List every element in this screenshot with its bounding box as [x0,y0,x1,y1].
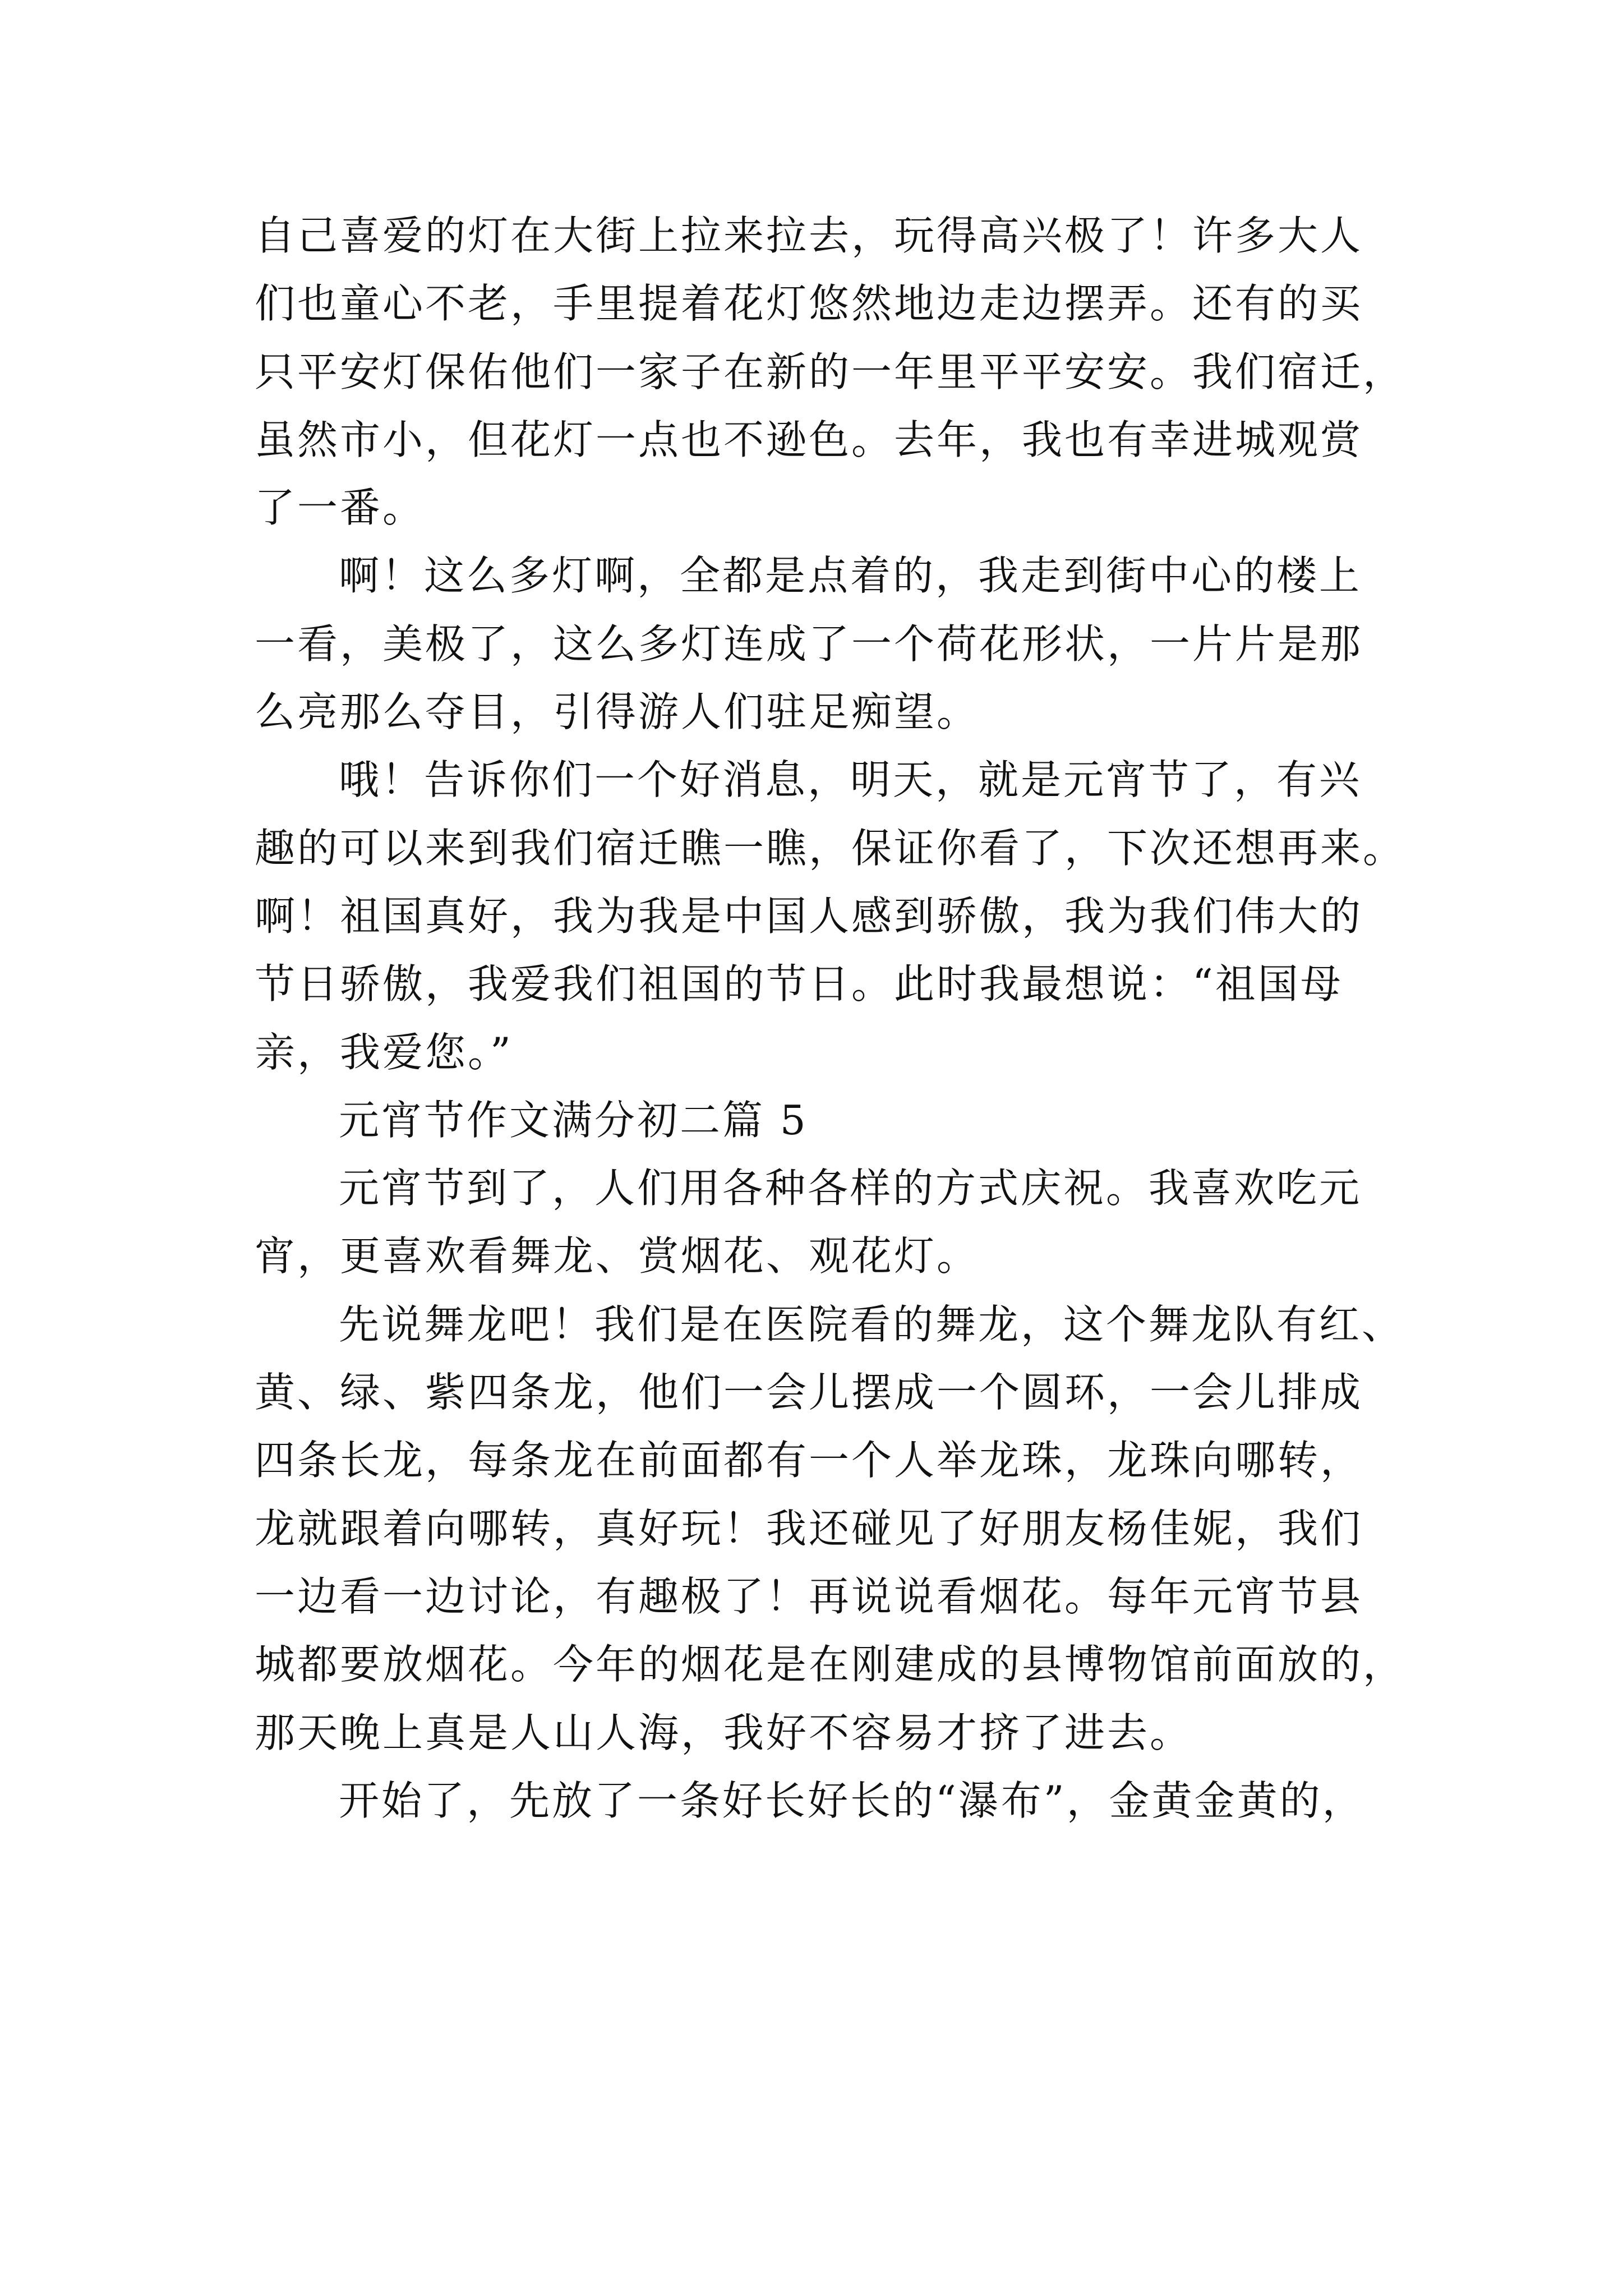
text-line: 龙就跟着向哪转，真好玩！我还碰见了好朋友杨佳妮，我们 [255,1504,1363,1552]
section-heading: 元宵节作文满分初二篇 5 [339,1096,808,1144]
text-line: 节日骄傲，我爱我们祖国的节日。此时我最想说：“祖国母 [255,960,1343,1008]
text-line: 亲，我爱您。” [255,1028,513,1076]
text-line: 自己喜爱的灯在大街上拉来拉去，玩得高兴极了！许多大人 [255,212,1363,259]
text-line: 一看，美极了，这么多灯连成了一个荷花形状，一片片是那 [255,620,1363,668]
text-line: 虽然市小，但花灯一点也不逊色。去年，我也有幸进城观赏 [255,416,1363,463]
text-line: 城都要放烟花。今年的烟花是在刚建成的县博物馆前面放的， [255,1641,1406,1688]
paragraph-first-line: 元宵节到了，人们用各种各样的方式庆祝。我喜欢吃元 [339,1165,1362,1212]
text-line: 黄、绿、紫四条龙，他们一会儿摆成一个圆环，一会儿排成 [255,1369,1363,1416]
paragraph-first-line: 啊！这么多灯啊，全都是点着的，我走到街中心的楼上 [339,552,1362,600]
paragraph-first-line: 哦！告诉你们一个好消息，明天，就是元宵节了，有兴 [339,756,1362,804]
text-line: 趣的可以来到我们宿迁瞧一瞧，保证你看了，下次还想再来。 [255,824,1406,872]
article-body [255,202,1421,1835]
text-line: 啊！祖国真好，我为我是中国人感到骄傲，我为我们伟大的 [255,892,1363,940]
text-line: 只平安灯保佑他们一家子在新的一年里平平安安。我们宿迁， [255,348,1406,395]
text-line: 宵，更喜欢看舞龙、赏烟花、观花灯。 [255,1232,980,1280]
text-line: 们也童心不老，手里提着花灯悠然地边走边摆弄。还有的买 [255,280,1363,328]
text-line: 四条长龙，每条龙在前面都有一个人举龙珠，龙珠向哪转， [255,1437,1363,1484]
text-line: 么亮那么夺目，引得游人们驻足痴望。 [255,688,980,736]
text-line: 了一番。 [255,484,426,532]
text-line: 那天晚上真是人山人海，我好不容易才挤了进去。 [255,1709,1193,1756]
text-line: 一边看一边讨论，有趣极了！再说说看烟花。每年元宵节县 [255,1572,1363,1620]
paragraph-first-line: 开始了，先放了一条好长好长的“瀑布”，金黄金黄的， [339,1777,1365,1824]
paragraph-first-line: 先说舞龙吧！我们是在医院看的舞龙，这个舞龙队有红、 [339,1300,1405,1348]
